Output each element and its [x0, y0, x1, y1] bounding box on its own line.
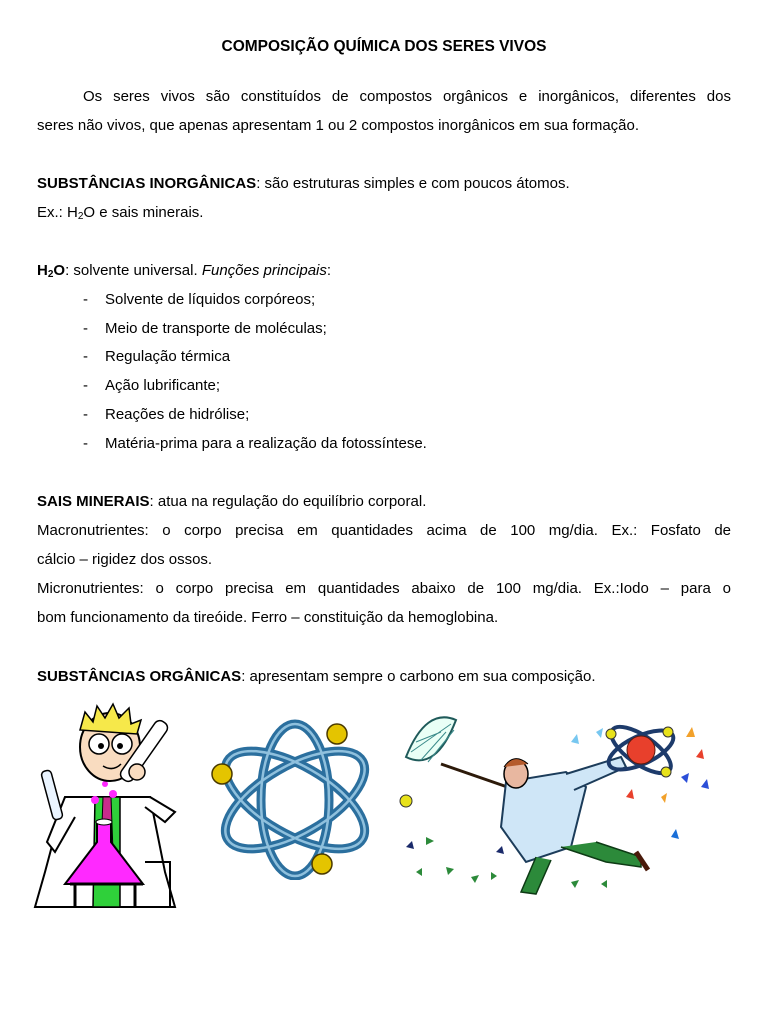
organic-paragraph: SUBSTÂNCIAS ORGÂNICAS: apresentam sempre o carbono em sua composição.: [37, 668, 596, 685]
minerals-paragraph: SAIS MINERAIS: atua na regulação do equilíbrio corporal.: [37, 493, 427, 510]
list-item: - Matéria-prima para a realização da fotossíntese.: [83, 435, 427, 452]
list-item: - Ação lubrificante;: [83, 377, 221, 394]
functions-label: Funções principais: [201, 262, 327, 279]
macro-line-1: Macronutrientes: o corpo precisa em quantidades acima de 100 mg/dia. Ex.: Fosfato de: [37, 522, 731, 539]
list-item: - Meio de transporte de moléculas;: [83, 320, 327, 337]
scientist-illustration: [25, 702, 190, 914]
water-heading: $H_2O$: [37, 262, 66, 280]
inorganic-example: Ex.: $H_2O$ e sais minerais.: [37, 204, 204, 222]
inorganic-heading: SUBSTÂNCIAS INORGÂNICAS: [37, 175, 257, 192]
intro-line-2: seres não vivos, que apenas apresentam 1 ou 2 compostos inorgânicos em sua formação.: [37, 117, 640, 134]
micro-line-1: Micronutrientes: o corpo precisa em quantidades abaixo de 100 mg/dia. Ex.:Iodo – para o: [37, 580, 731, 597]
inorganic-paragraph: [37, 174, 731, 194]
list-item: - Regulação térmica: [83, 348, 231, 365]
runner-illustration: [396, 712, 726, 898]
macro-line-2: cálcio – rigidez dos ossos.: [37, 551, 213, 568]
list-item: - Solvente de líquidos corpóreos;: [83, 291, 316, 308]
intro-line-1: Os seres vivos são constituídos de compostos orgânicos e inorgânicos, diferentes dos: [83, 88, 731, 105]
water-paragraph: $H_2O$: solvente universal. Funções principais:: [37, 262, 332, 280]
organic-heading: SUBSTÂNCIAS ORGÂNICAS: [37, 668, 242, 685]
micro-line-2: bom funcionamento da tireóide. Ferro – constituição da hemoglobina.: [37, 609, 499, 626]
atom-illustration: [205, 718, 385, 880]
list-item: - Reações de hidrólise;: [83, 406, 250, 423]
minerals-heading: SAIS MINERAIS: [37, 493, 150, 510]
document-title: COMPOSIÇÃO QUÍMICA DOS SERES VIVOS: [221, 38, 547, 55]
inorganic-text: : são estruturas simples e com poucos átomos.: [256, 175, 570, 192]
